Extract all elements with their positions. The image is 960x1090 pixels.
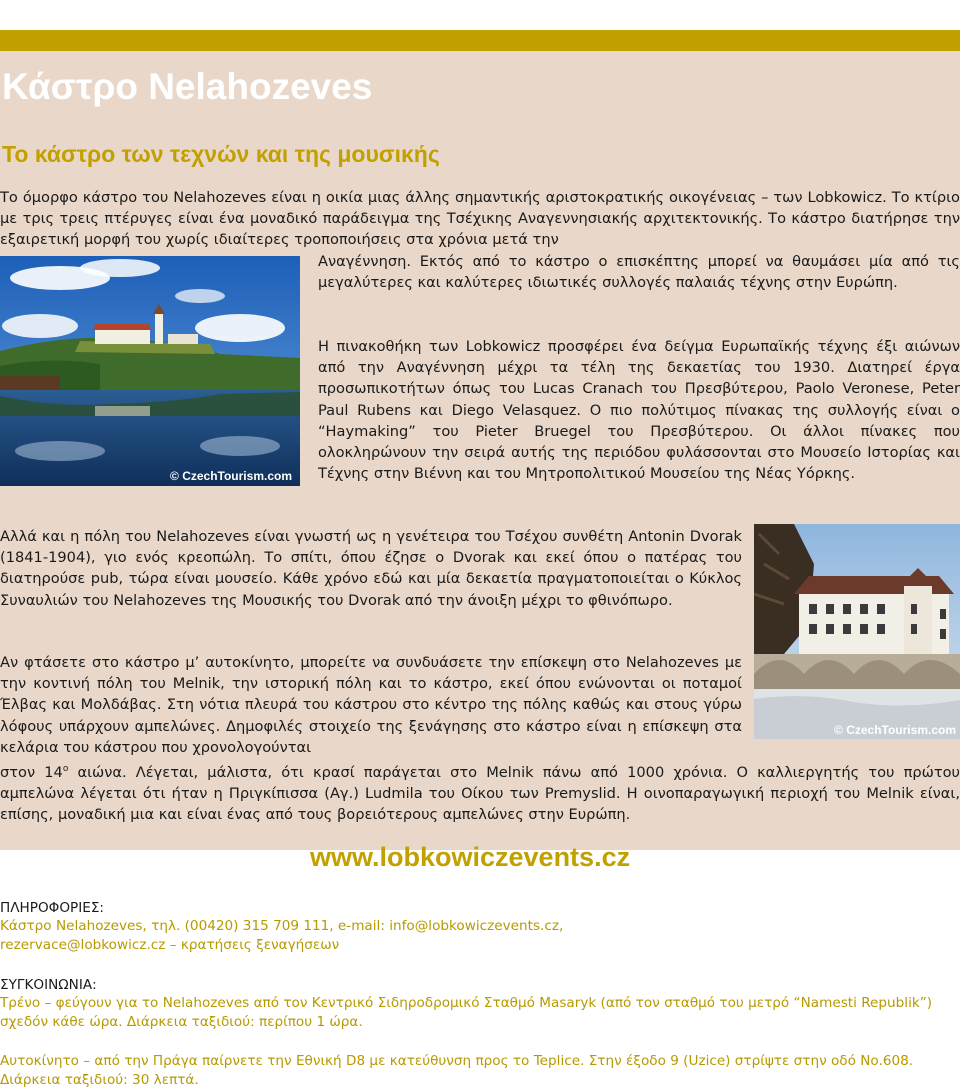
intro-paragraph: Το όμορφο κάστρο του Nelahozeves είναι η οικία μιας άλλης σημαντικής αριστοκρατικής οικογένειας – των Lobkowicz. Το κτίριο με τρις τρεις πτέρυγες είναι ένα μοναδικό παράδειγμα της Τσέχικης Αναγεννησιακής αρχιτεκτονικής. Το κάστρο διατήρησε την εξαιρετική μορφή του χωρίς ιδιαίτερες τροποποιήσεις στα χρόνια μετά την [0, 189, 960, 249]
car-info: Αυτοκίνητο – από την Πράγα παίρνετε την Εθνική D8 με κατεύθυνση προς το Teplice. Στην έξοδο 9 (Uzice) στρίψτε στην οδό No.608. Διάρκεια ταξιδιού: 30 λεπτά. [0, 1053, 914, 1088]
wine-history-text: αιώνα. Λέγεται, μάλιστα, ότι κρασί παράγεται στο Melnik πάνω από 1000 χρόνια. Ο καλλιεργητής του πρώτου αμπελώνα λέγεται ότι ήταν η Πριγκίπισσα (Αγ.) Ludmila του Οίκου των Premyslid. Η οινοπαραγωγική περιοχή του Melnik είναι, επίσης, μοναδική μια και είναι ένας από τους βορειότερους αμπελώνες στην Ευρώπη. [0, 763, 960, 824]
castle-hill-photo [0, 256, 300, 486]
intro-continuation: Αναγέννηση. Εκτός από το κάστρο ο επισκέπτης μπορεί να θαυμάσει μία από τις μεγαλύτερες και καλύτερες ιδιωτικές συλλογές παλαιάς τέχνης στην Ευρώπη. [318, 253, 960, 292]
page-top-margin [0, 0, 960, 30]
website-link[interactable]: www.lobkowiczevents.cz [310, 842, 631, 872]
header-accent-bar [0, 30, 960, 51]
info-reservation-line: rezervace@lobkowicz.cz – κρατήσεις ξεναγήσεων [0, 937, 340, 953]
photo1-watermark: © CzechTourism.com [170, 469, 292, 483]
dvorak-paragraph: Αλλά και η πόλη του Nelahozeves είναι γνωστή ως η γενέτειρα του Τσέχου συνθέτη Antonin Dvorak (1841-1904), γιο ενός κρεοπώλη. Το σπίτι, όπου έζησε ο Dvorak και εκεί όπου ο πατέρας του διατηρούσε pub, τώρα είναι μουσείο. Κάθε χρόνο εδώ και μία δεκαετία πραγματοποιείται ο Κύκλος Συναυλιών του Nelahozeves της Μουσικής του Dvorak από την άνοιξη μέχρι το φθινόπωρο. [0, 528, 742, 609]
gallery-paragraph: Η πινακοθήκη των Lobkowicz προσφέρει ένα δείγμα Ευρωπαϊκής τέχνης έξι αιώνων από την Αναγέννηση μέχρι τα τέλη της δεκαετίας του 1930. Διατηρεί έργα προσωπικοτήτων όπως του Lucas Cranach του Πρεσβύτερου, Paolo Veronese, Peter Paul Rubens και Diego Velasquez. Ο πιο πολύτιμος πίνακας της συλλογής είναι ο “Haymaking” του Pieter Bruegel του Πρεσβύτερου. Οι άλλοι πίνακες που ολοκληρώνουν την σειρά αυτής της περιόδου φυλάσσονται στο Μουσείο Ιστορίας και Τέχνης στην Βιέννη και του Μητροπολιτικού Μουσείου της Νέας Υόρκης. [318, 338, 960, 483]
page-title: Κάστρο Nelahozeves [2, 66, 373, 107]
info-label: ΠΛΗΡΟΦΟΡΙΕΣ: [0, 900, 105, 916]
page-subtitle: Το κάστρο των τεχνών και της μουσικής [2, 141, 440, 167]
melnik-paragraph: Αν φτάσετε στο κάστρο μ’ αυτοκίνητο, μπορείτε να συνδυάσετε την επίσκεψη στο Nelahozeves με την κοντινή πόλη του Melnik, την ιστορική πόλη και το κάστρο, εκεί όπου ενώνονται οι ποταμοί Έλβας και Μολδάβας. Στη νότια πλευρά του κάστρου στο κέντρο της πόλης καθώς και στους γύρω λόφους υπάρχουν αμπελώνες. Δημοφιλές στοιχείο της ξενάγησης στο κάστρο είναι η επίσκεψη στα κελάρια του κάστρου που χρονολογούνται [0, 654, 742, 756]
melnik-paragraph-continuation [0, 759, 960, 825]
ordinal-superscript: ο [62, 764, 69, 774]
info-contact-line: Κάστρο Nelahozeves, τηλ. (00420) 315 709 111, e-mail: info@lobkowiczevents.cz, [0, 918, 564, 934]
train-info: Τρένο – φεύγουν για το Nelahozeves από τον Κεντρικό Σιδηροδρομικό Σταθμό Masaryk (από τον σταθμό του μετρό “Namesti Republik”) σχεδόν κάθε ώρα. Διάρκεια ταξιδιού: περίπου 1 ώρα. [0, 995, 933, 1030]
castle-bridge-photo [754, 524, 960, 739]
transport-label: ΣΥΓΚΟΙΝΩΝΙΑ: [0, 977, 97, 993]
century-text: στον 14 [0, 763, 63, 781]
photo2-watermark: © CzechTourism.com [834, 723, 956, 737]
